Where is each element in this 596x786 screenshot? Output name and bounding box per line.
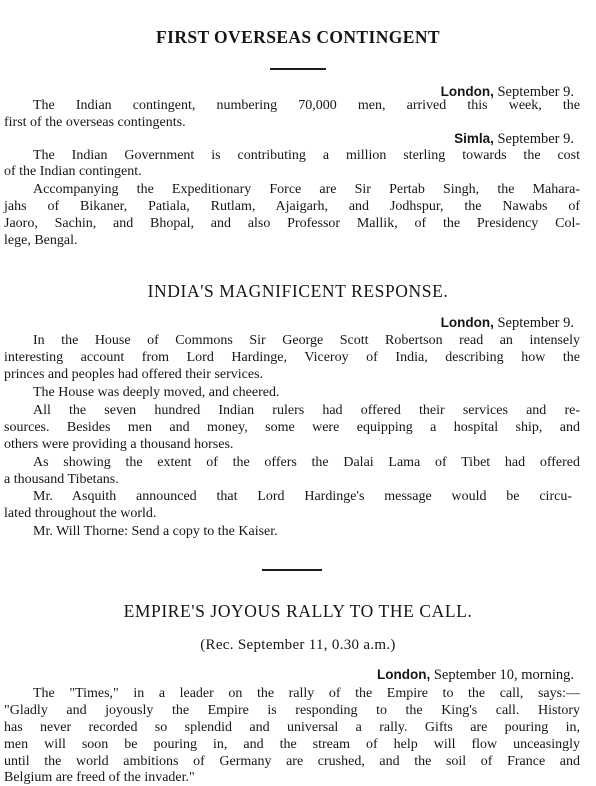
headline-first-overseas-contingent: FIRST OVERSEAS CONTINGENT bbox=[156, 27, 440, 47]
dateline-simla bbox=[454, 130, 574, 148]
text-line: Jaoro, Sachin, and Bhopal, and also Professor Mallik, of the Presidency Col- bbox=[4, 216, 580, 231]
dateline-place: London, bbox=[440, 84, 494, 99]
dateline-date: September 9. bbox=[493, 84, 574, 100]
text-line: The Indian contingent, numbering 70,000 men, arrived this week, the bbox=[33, 98, 580, 113]
text-line: of the Indian contingent. bbox=[4, 164, 142, 179]
dateline-place: London, bbox=[376, 667, 431, 682]
text-line: first of the overseas contingents. bbox=[4, 115, 186, 130]
dateline-london bbox=[377, 666, 574, 684]
headline-empires-joyous-rally: EMPIRE'S JOYOUS RALLY TO THE CALL. bbox=[123, 601, 473, 621]
text-line: until the world ambitions of Germany are crushed, and the soil of France and bbox=[4, 754, 580, 769]
text-line: men will soon be pouring in, and the stream of help will flow unceasingly bbox=[4, 737, 580, 752]
headline-rule bbox=[270, 68, 326, 70]
dateline-date: September 9. bbox=[493, 315, 574, 331]
text-line: As showing the extent of the offers the Dalai Lama of Tibet had offered bbox=[33, 455, 580, 470]
receipt-subhead: (Rec. September 11, 0.30 a.m.) bbox=[200, 637, 396, 653]
text-line: The Indian Government is contributing a million sterling towards the cost bbox=[33, 148, 580, 163]
dateline-place: London, bbox=[440, 315, 494, 330]
dateline-date: September 10, morning. bbox=[430, 667, 574, 683]
text-line: All the seven hundred Indian rulers had offered their services and re- bbox=[33, 403, 580, 418]
headline-indias-magnificent-response: INDIA'S MAGNIFICENT RESPONSE. bbox=[147, 281, 449, 301]
text-line: jahs of Bikaner, Patiala, Rutlam, Ajaigarh, and Jodhspur, the Nawabs of bbox=[4, 199, 580, 214]
text-line: a thousand Tibetans. bbox=[4, 472, 119, 487]
text-line: has never recorded so splendid and universal a rally. Gifts are pouring in, bbox=[4, 720, 580, 735]
text-line: Belgium are freed of the invader." bbox=[4, 770, 195, 785]
text-line: princes and peoples had offered their services. bbox=[4, 367, 264, 382]
text-line: The "Times," in a leader on the rally of the Empire to the call, says:— bbox=[33, 686, 580, 701]
dateline-london bbox=[441, 314, 574, 332]
dateline-place: Simla, bbox=[454, 131, 494, 146]
text-line: Accompanying the Expeditionary Force are Sir Pertab Singh, the Mahara- bbox=[33, 182, 580, 197]
text-line: sources. Besides men and money, some were equipping a hospital ship, and bbox=[4, 420, 580, 435]
section-rule bbox=[262, 569, 322, 571]
text-line: Mr. Will Thorne: Send a copy to the Kaiser. bbox=[33, 524, 278, 539]
text-line: lated throughout the world. bbox=[4, 506, 157, 521]
text-line: Mr. Asquith announced that Lord Hardinge's message would be circu- bbox=[33, 489, 572, 504]
text-line: others were providing a thousand horses. bbox=[4, 437, 234, 452]
text-line: interesting account from Lord Hardinge, Viceroy of India, describing how the bbox=[4, 350, 580, 365]
text-line: In the House of Commons Sir George Scott Robertson read an intensely bbox=[33, 333, 580, 348]
dateline-date: September 9. bbox=[493, 131, 574, 147]
text-line: "Gladly and joyously the Empire is responding to the King's call. History bbox=[4, 703, 580, 718]
text-line: The House was deeply moved, and cheered. bbox=[33, 385, 280, 400]
text-line: lege, Bengal. bbox=[4, 233, 78, 248]
